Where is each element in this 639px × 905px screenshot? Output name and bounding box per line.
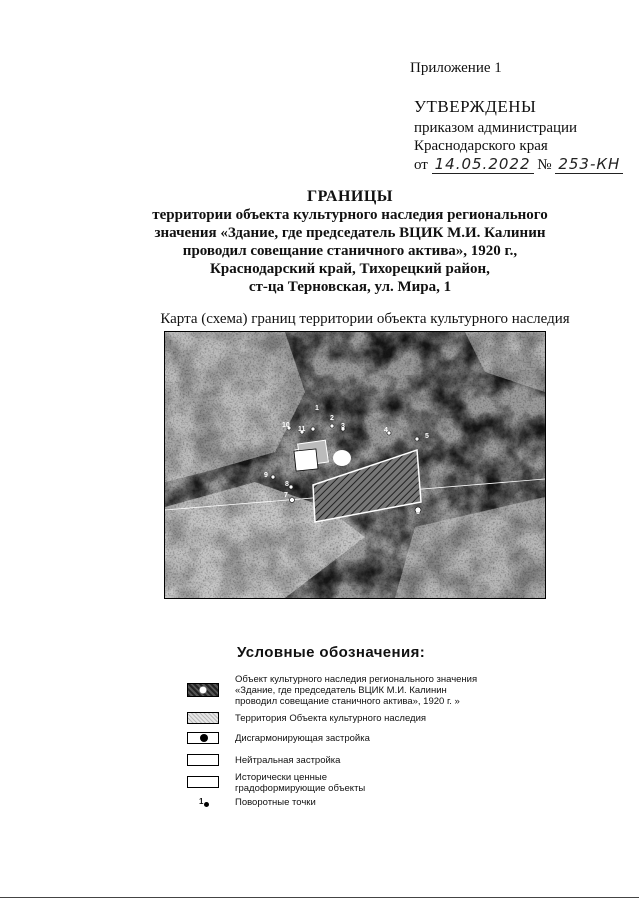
order-line-2: Краснодарского края [414,138,548,154]
approved-label: УТВЕРЖДЕНЫ [414,97,537,116]
point-11: 11 [298,426,306,433]
point-10: 10 [282,422,290,429]
disharmonious-symbol [187,732,219,744]
object-symbol [187,683,219,697]
neutral-symbol [187,754,219,766]
heading-line-3: проводил совещание станичного актива», 1920 г., [182,243,518,259]
territory-symbol [187,712,219,724]
legend-label-territory: Территория Объекта культурного наследия [235,713,427,724]
legend-label-disharmonious: Дисгармонирующая застройка [235,733,370,744]
heading-line-1: территории объекта культурного наследия регионального [152,207,548,223]
legend-label-object: Объект культурного наследия регионального значения «Здание, где председатель ВЦИК М.И. Калинин проводил совещание станичного актива», 1920 г. » [235,674,478,707]
turn-point-dot [204,802,209,807]
boundary-map [164,331,546,599]
heading-line-5: ст-ца Терновская, ул. Мира, 1 [248,279,452,295]
document-heading [60,188,639,296]
bottom-rule [0,897,639,898]
point-9: 9 [264,472,268,479]
historical-symbol [187,776,219,788]
point-2: 2 [330,415,334,422]
turn-point-symbol [199,797,211,811]
order-block [414,119,623,174]
point-5: 5 [425,433,429,440]
map-caption: Карта (схема) границ территории объекта культурного наследия [160,311,570,327]
point-6: 6 [416,509,420,516]
legend-title: Условные обозначения: [237,644,426,661]
annex-label: Приложение 1 [410,60,502,76]
legend-label-historical: Исторически ценные градоформирующие объекты [235,772,366,794]
heading-title: ГРАНИЦЫ [306,188,393,205]
order-number-handwritten: 253-КН [555,155,623,174]
point-4: 4 [384,427,388,434]
legend-label-neutral: Нейтральная застройка [235,755,341,766]
order-line-1: приказом администрации [414,120,578,136]
map-image [165,332,545,598]
point-8: 8 [285,481,289,488]
point-3: 3 [341,423,345,430]
point-1: 1 [315,405,319,412]
turn-point-number: 1 [199,797,204,806]
date-prefix: от [414,157,428,173]
heading-line-4: Краснодарский край, Тихорецкий район, [210,261,490,277]
point-7: 7 [284,492,288,499]
heading-line-2: значения «Здание, где председатель ВЦИК М.И. Калинин [154,225,546,241]
number-prefix: № [537,157,552,173]
order-date-line [414,155,623,174]
legend-label-turn-points: Поворотные точки [235,797,316,808]
date-handwritten: 14.05.2022 [432,155,534,174]
